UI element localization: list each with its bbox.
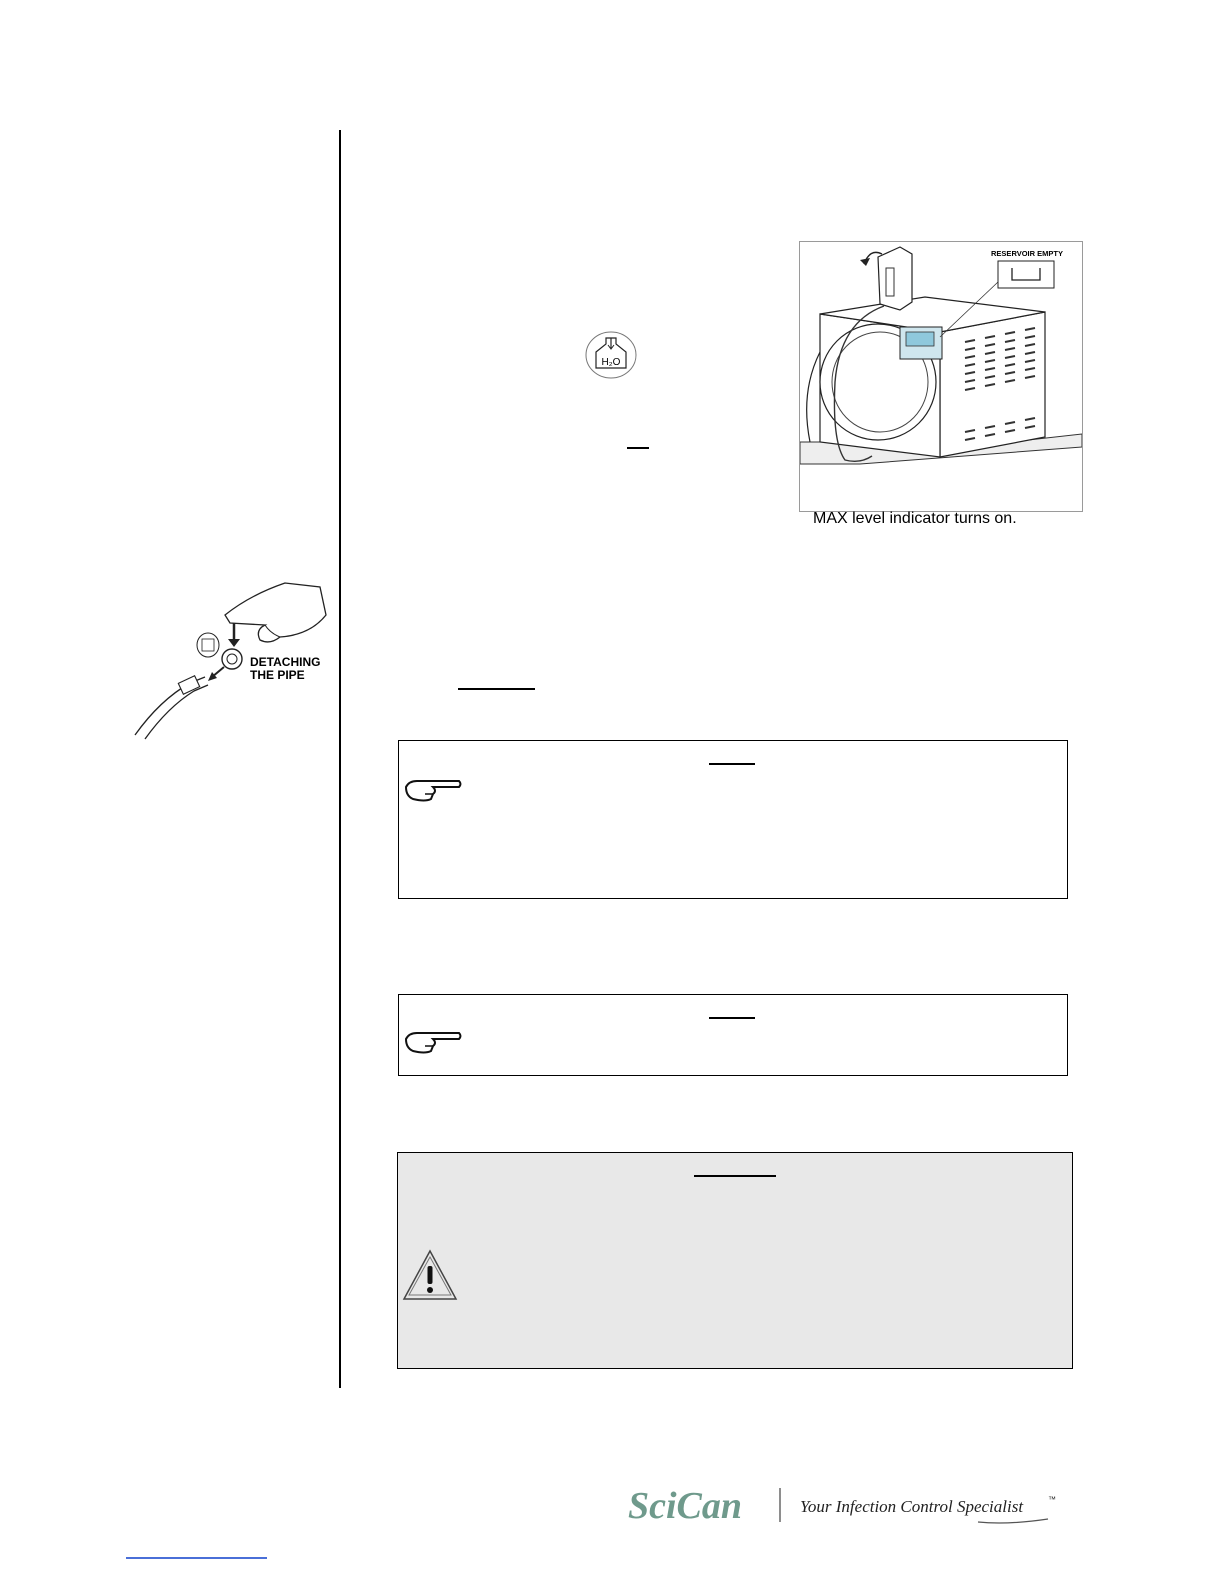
note-title-underline [709,763,755,765]
scican-logo [628,1482,1058,1528]
note-box [398,740,1068,899]
brand-tagline: Your Infection Control Specialist [800,1497,1024,1516]
autoclave-illustration [799,241,1083,512]
warning-triangle-icon [402,1249,458,1301]
trademark-symbol: ™ [1048,1495,1056,1504]
detaching-label-line1: DETACHING [250,655,321,669]
detaching-label-line2: THE PIPE [250,668,305,682]
text-underline [627,447,649,449]
h2o-text: H₂O [601,357,621,368]
pointing-hand-icon [403,1029,463,1055]
warning-box [397,1152,1073,1369]
margin-rule [339,130,341,1388]
note-title-underline [709,1017,755,1019]
figure-caption: MAX level indicator turns on. [813,510,1017,527]
water-tank-icon [584,330,638,380]
detaching-pipe-label [250,656,320,682]
pointing-hand-icon [403,777,463,803]
footer-link-underline[interactable] [126,1557,267,1559]
panel-label: RESERVOIR EMPTY [991,249,1063,258]
warning-title-underline [694,1175,776,1177]
note-box [398,994,1068,1076]
text-underline [458,688,535,690]
autoclave-drawing [800,242,1082,511]
brand-name: SciCan [628,1485,743,1527]
